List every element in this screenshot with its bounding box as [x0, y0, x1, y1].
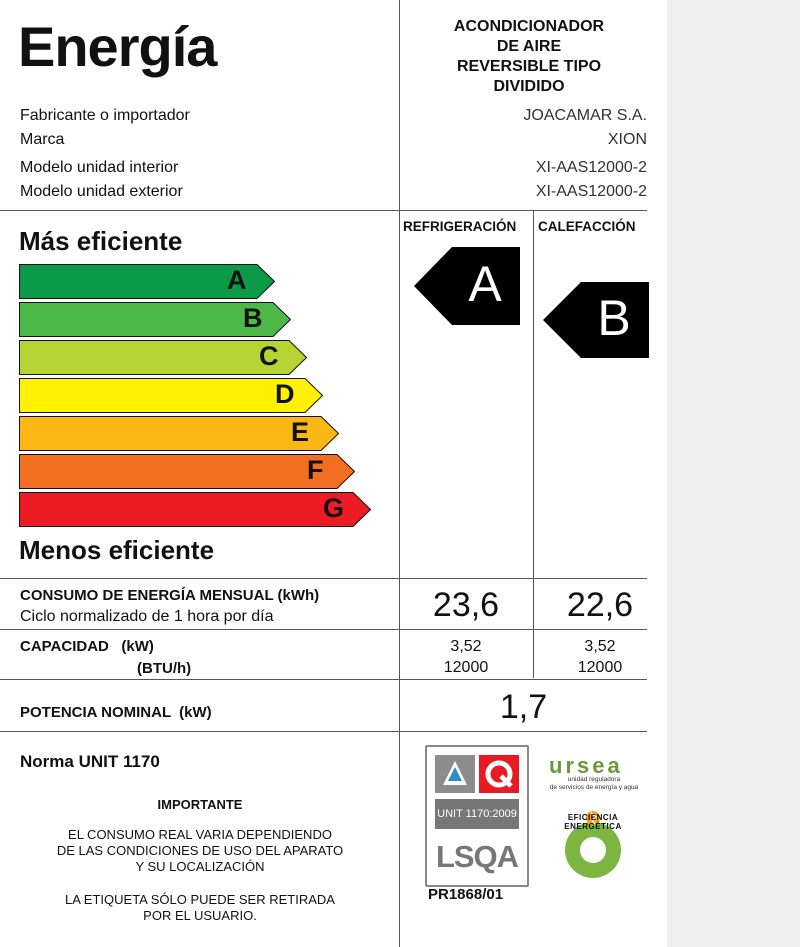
efficiency-bar-b	[19, 302, 291, 338]
divider-main	[399, 0, 400, 947]
energy-efficiency-badge	[543, 793, 643, 888]
rating-cooling-letter: A	[468, 256, 502, 312]
lsqa-symbol-icon	[435, 755, 519, 793]
product-type: ACONDICIONADOR DE AIRE REVERSIBLE TIPO DIVIDIDO	[453, 18, 605, 95]
efficiency-bar-d	[19, 378, 323, 414]
consumption-sub: Ciclo normalizado de 1 hora por día	[20, 608, 274, 625]
divider-consumption	[0, 578, 647, 579]
efficiency-letter-c: C	[259, 341, 279, 371]
divider-capacity	[0, 629, 647, 630]
capacity-label: CAPACIDAD (kW)	[20, 638, 154, 655]
power-label: POTENCIA NOMINAL (kW)	[20, 704, 212, 721]
column-heating: CALEFACCIÓN	[538, 219, 636, 234]
efficiency-bar-g	[19, 492, 371, 528]
indoor-model-value: XI-AAS12000-2	[535, 159, 647, 176]
lsqa-unit-norm: UNIT 1170:2009	[435, 799, 519, 829]
lsqa-code: PR1868/01	[428, 886, 504, 903]
divider-power	[0, 679, 647, 680]
efficiency-letter-a: A	[227, 265, 247, 295]
capacity-cooling: 3,52 12000	[443, 638, 489, 676]
efficiency-bar-e	[19, 416, 339, 452]
outdoor-model-value: XI-AAS12000-2	[535, 183, 647, 200]
consumption-label: CONSUMO DE ENERGÍA MENSUAL (kWh)	[20, 587, 320, 604]
lsqa-name: LSQA	[435, 839, 519, 874]
important-note-2: LA ETIQUETA SÓLO PUEDE SER RETIRADA POR EL USUARIO.	[65, 892, 335, 923]
manufacturer-label: Fabricante o importador	[20, 107, 190, 124]
efficiency-letter-e: E	[291, 417, 310, 447]
important-note-1: EL CONSUMO REAL VARIA DEPENDIENDO DE LAS CONDICIONES DE USO DEL APARATO Y SU LOCALIZACIÓN	[56, 827, 344, 874]
rating-cooling-arrow	[414, 247, 520, 325]
efficiency-letter-d: D	[275, 379, 295, 409]
indoor-model-label: Modelo unidad interior	[20, 159, 179, 176]
efficiency-letter-g: G	[323, 493, 345, 523]
norm-label: Norma UNIT 1170	[20, 752, 160, 771]
ursea-logo: ursea	[549, 753, 623, 778]
consumption-cooling-value: 23,6	[432, 586, 500, 624]
brand-value: XION	[607, 131, 647, 148]
efficiency-bar-c	[19, 340, 307, 376]
right-margin	[667, 0, 800, 947]
divider-header	[0, 210, 647, 211]
rating-heating-letter: B	[597, 290, 631, 346]
column-cooling: REFRIGERACIÓN	[403, 219, 517, 234]
outdoor-model-label: Modelo unidad exterior	[20, 183, 183, 200]
efficiency-letter-b: B	[243, 303, 263, 333]
most-efficient-label: Más eficiente	[19, 226, 183, 256]
power-value: 1,7	[499, 688, 548, 726]
efficiency-letter-f: F	[307, 455, 324, 485]
capacity-btu-label: (BTU/h)	[137, 660, 192, 677]
divider-norm	[0, 731, 647, 732]
manufacturer-value: JOACAMAR S.A.	[523, 107, 647, 124]
rating-heating-arrow	[543, 282, 649, 358]
efficiency-bar-f	[19, 454, 355, 490]
energy-efficiency-text: EFICIENCIA ENERGÉTICA	[564, 813, 622, 831]
efficiency-bar-a	[19, 264, 275, 300]
label-title: Energía	[18, 15, 217, 78]
consumption-heating-value: 22,6	[566, 586, 634, 624]
lsqa-logo	[425, 745, 529, 887]
least-efficient-label: Menos eficiente	[19, 535, 215, 565]
brand-label: Marca	[20, 131, 65, 148]
ursea-subtitle: unidad reguladora de servicios de energía y agua	[549, 776, 639, 791]
leaf-icon	[543, 793, 643, 888]
important-title: IMPORTANTE	[157, 797, 243, 812]
capacity-heating: 3,52 12000	[577, 638, 623, 676]
